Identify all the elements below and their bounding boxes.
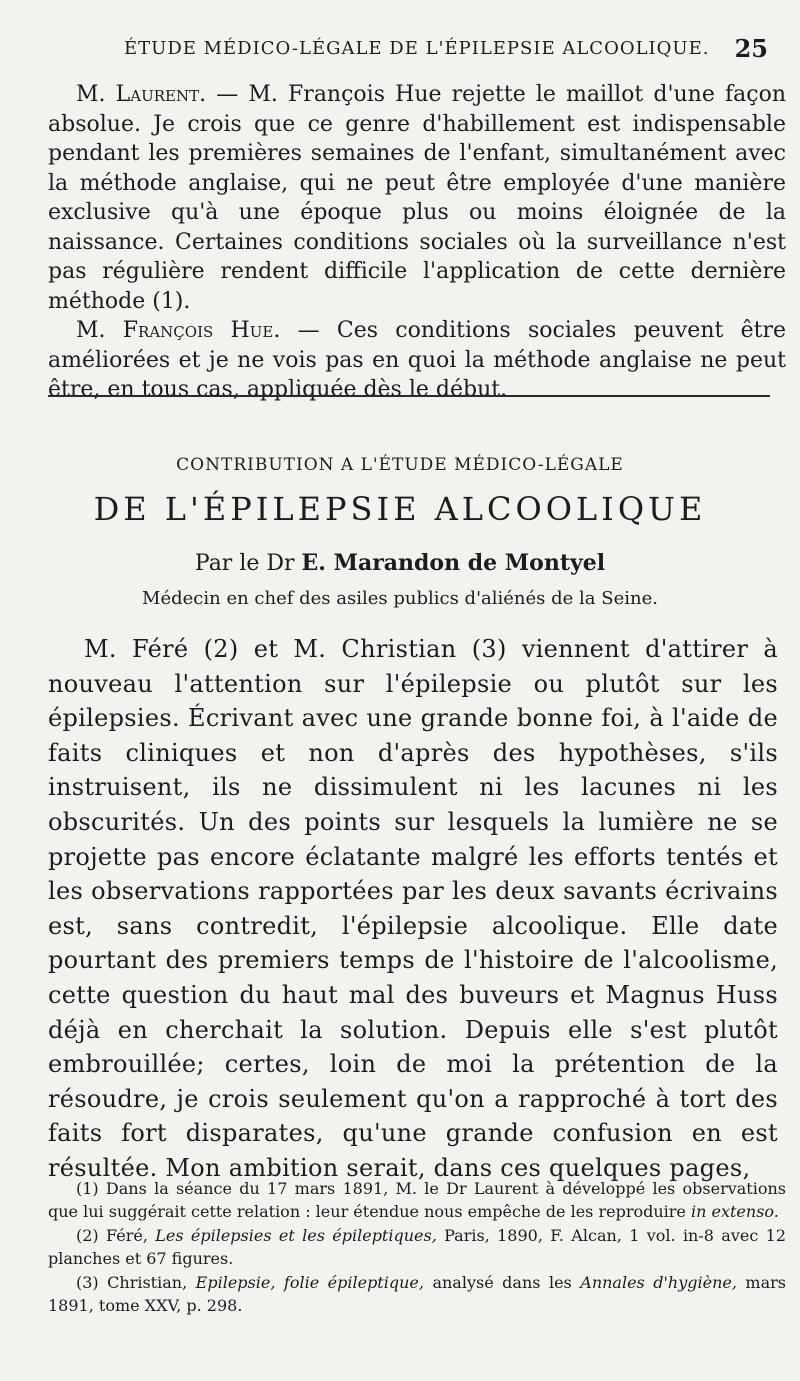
running-head [0, 34, 800, 68]
article-author [0, 550, 800, 576]
discussion-paragraph-hue [48, 316, 786, 405]
footnote-1-text: (1) Dans la séance du 17 mars 1891, M. le Dr Laurent à développé les observations que lui suggérait cette relation : leur étendue nous empêche de les reproduire [48, 1179, 786, 1222]
footnote-3 [48, 1271, 786, 1318]
speaker-name: M. François Hue. [76, 318, 281, 343]
footnote-2-text-b: Paris, 1890, F. Alcan, 1 vol. in-8 avec 12 planches et 67 figures. [48, 1225, 786, 1269]
author-name: E. Marandon de Montyel [301, 550, 606, 576]
article-contribution-line: CONTRIBUTION A L'ÉTUDE MÉDICO-LÉGALE [176, 455, 624, 475]
author-prefix: Par le Dr [194, 551, 302, 576]
footnote-1-italic: in extenso. [690, 1202, 779, 1222]
footnote-3-text-c: mars 1891, tome XXV, p. 298. [48, 1272, 787, 1316]
footnote-3-italic-1: Epilepsie, folie épileptique, [195, 1272, 424, 1292]
author-affiliation: Médecin en chef des asiles publics d'aliénés de la Seine. [142, 588, 658, 609]
footnote-2-italic: Les épilepsies et les épileptiques, [155, 1225, 437, 1245]
footnote-2-text-a: (2) Féré, [76, 1225, 156, 1245]
discussion-section [48, 80, 786, 405]
footnote-3-italic-2: Annales d'hygiène, [580, 1272, 737, 1292]
running-head-title: ÉTUDE MÉDICO-LÉGALE DE L'ÉPILEPSIE ALCOOLIQUE. [124, 38, 710, 59]
footnote-3-text-a: (3) Christian, [76, 1272, 196, 1292]
page-number: 25 [734, 34, 768, 63]
article-body [48, 632, 778, 1186]
article-title: DE L'ÉPILEPSIE ALCOOLIQUE [93, 490, 707, 528]
speech-text: — M. François Hue rejette le maillot d'une façon absolue. Je crois que ce genre d'habillement est indispensable pendant les premières semaines de l'enfant, simultanément avec la méthode anglaise, qui ne peut être employée d'une manière exclusive qu'à une époque plus ou moins éloignée de la naissance. Certaines conditions sociales où la surveillance n'est pas régulière rendent difficile l'application de cette dernière méthode (1). [48, 82, 786, 314]
speech-text: — Ces conditions sociales peuvent être améliorées et je ne vois pas en quoi la méthode anglaise ne peut être, en tous cas, appliquée dès le début. [48, 318, 786, 402]
footnotes [48, 1177, 786, 1317]
section-divider [48, 395, 770, 397]
body-paragraph: M. Féré (2) et M. Christian (3) viennent d'attirer à nouveau l'attention sur l'épilepsie ou plutôt sur les épilepsies. Écrivant avec une grande bonne foi, à l'aide de faits cliniques et non d'après des hypothèses, s'ils instruisent, ils ne dissimulent ni les lacunes ni les obscurités. Un des points sur lesquels la lumière ne se projette pas encore éclatante malgré les efforts tentés et les observations rapportées par les deux savants écrivains est, sans contredit, l'épilepsie alcoolique. Elle date pourtant des premiers temps de l'histoire de l'alcoolisme, cette question du haut mal des buveurs et Magnus Huss déjà en cherchait la solution. Depuis elle s'est plutôt embrouillée; certes, loin de moi la prétention de la résoudre, je crois seulement qu'on a rapproché à tort des faits fort disparates, qu'une grande confusion en est résultée. Mon ambition serait, dans ces quelques pages, [48, 635, 778, 1182]
footnote-3-text-b: analysé dans les [423, 1272, 581, 1292]
discussion-paragraph-laurent [48, 80, 786, 316]
footnote-2 [48, 1224, 786, 1271]
speaker-name: M. Laurent. [76, 82, 207, 107]
footnote-1 [48, 1177, 786, 1224]
